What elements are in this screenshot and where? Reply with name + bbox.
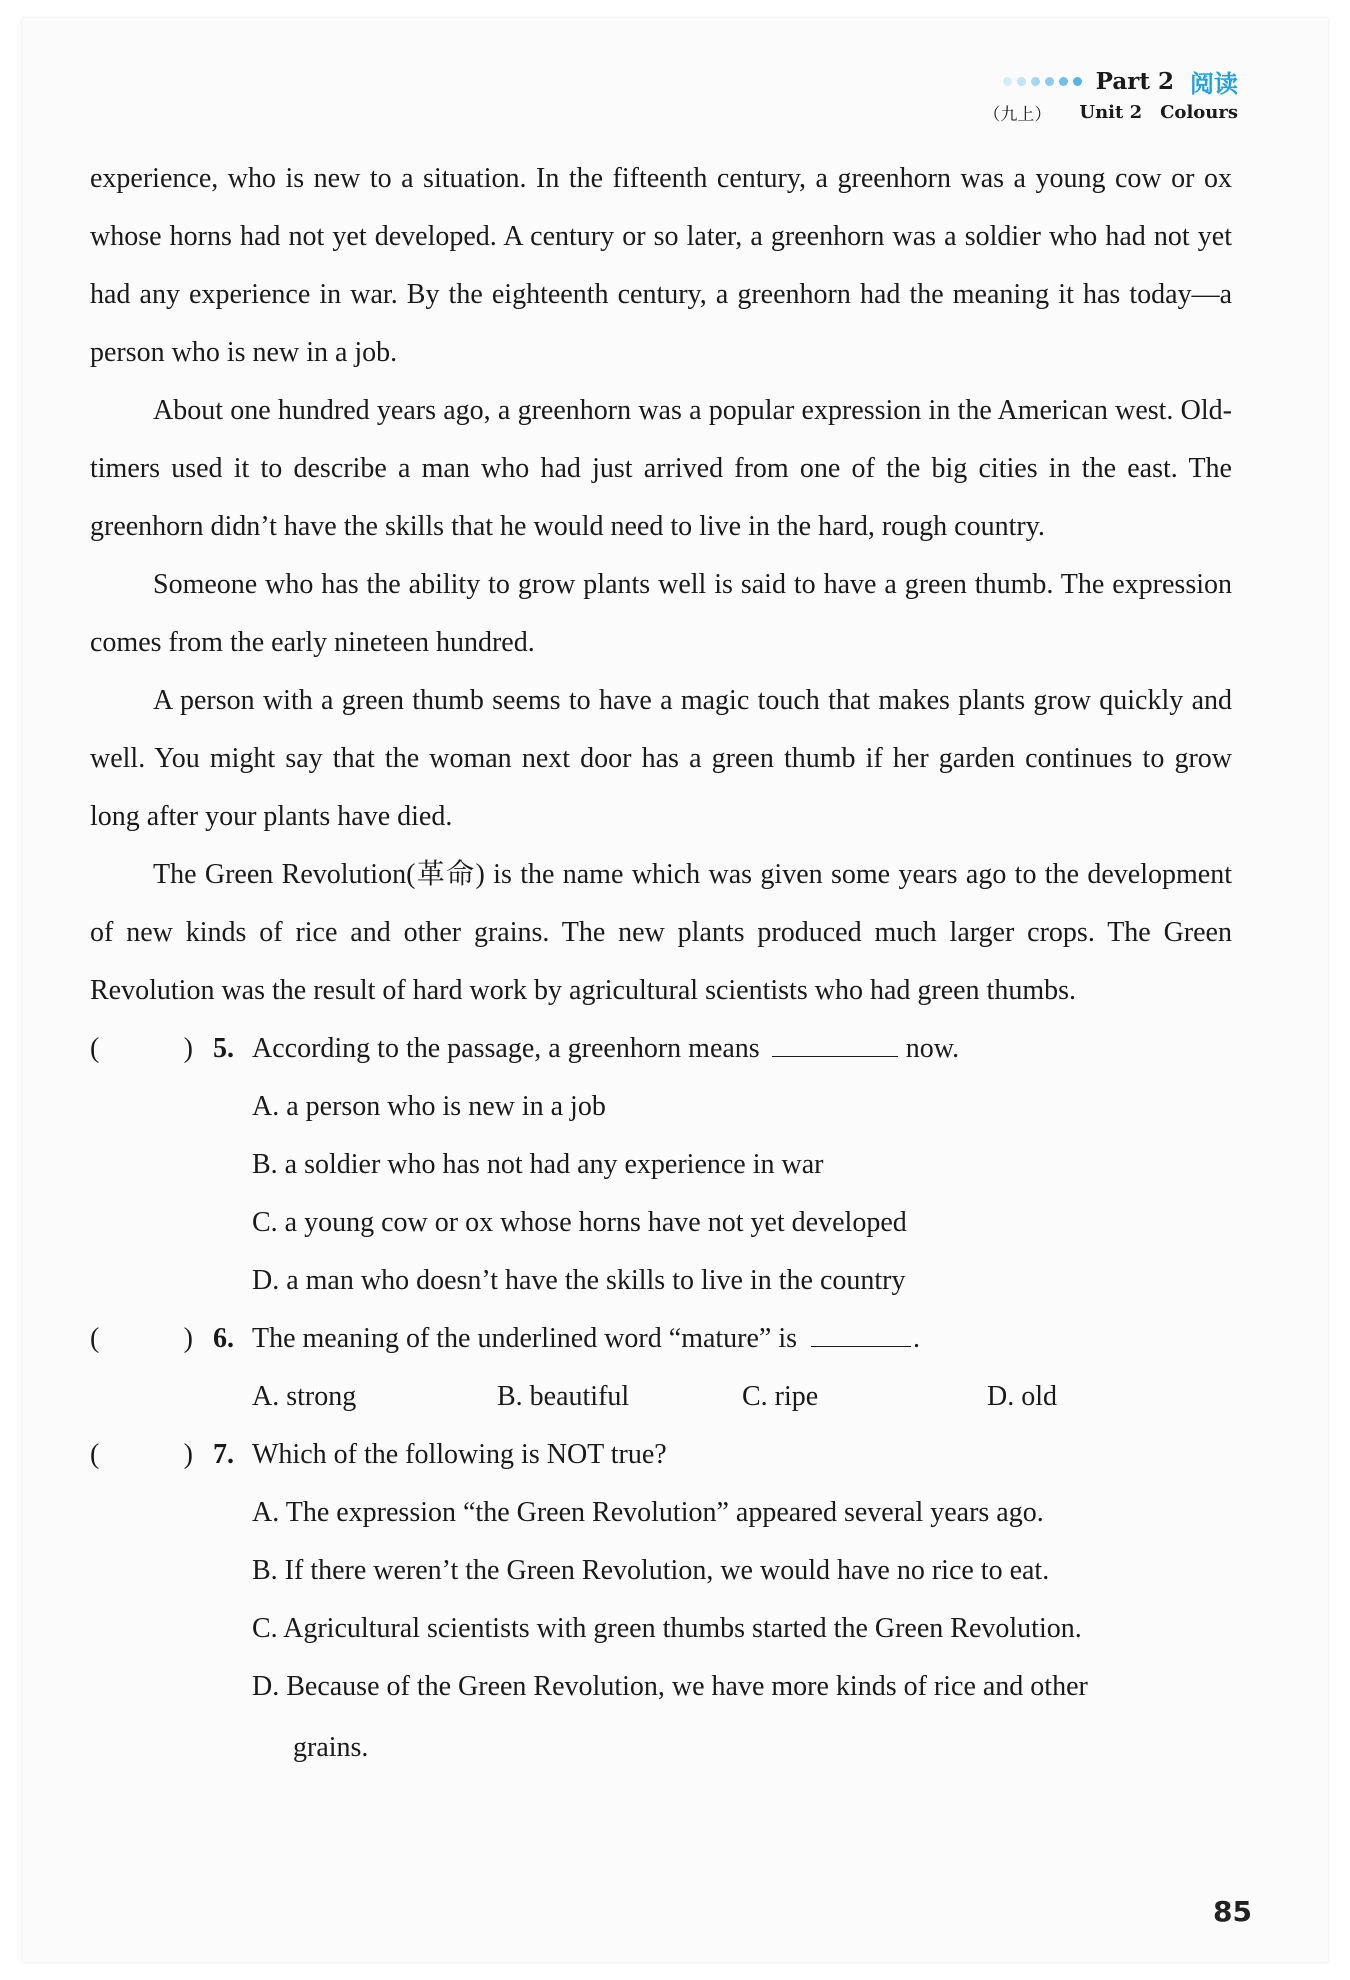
option-a: A. a person who is new in a job: [252, 1091, 606, 1122]
dot-icon: [1045, 77, 1054, 86]
passage-paragraph: The Green Revolution(革命) is the name which was given some years ago to the development of new kinds of rice and other grains. The new plants produced much larger crops. The Green Revolution was the result of hard work by agricultural scientists who had green thumbs.: [90, 859, 1232, 1006]
header-unit-line: [983, 100, 1238, 125]
answer-blank: [811, 1316, 911, 1347]
answer-bracket[interactable]: ( ): [90, 1439, 193, 1470]
part-label: Part 2: [1095, 67, 1174, 95]
passage-paragraph: About one hundred years ago, a greenhorn was a popular expression in the American west. Old-timers used it to describe a man who had just arrived from one of the big cities in the east. The greenhorn didn’t have the skills that he would need to live in the hard, rough country.: [90, 395, 1232, 542]
passage-paragraph: experience, who is new to a situation. In the fifteenth century, a greenhorn was a young cow or ox whose horns had not yet developed. A century or so later, a greenhorn was a soldier who had not yet had any experience in war. By the eighteenth century, a greenhorn had the meaning it has today—a person who is new in a job.: [90, 163, 1232, 368]
question-stem: Which of the following is NOT true?: [252, 1439, 667, 1470]
page-header: [983, 64, 1238, 125]
option-b: B. a soldier who has not had any experience in war: [252, 1149, 824, 1180]
question-6: [90, 1310, 1232, 1368]
option-b: B. If there weren’t the Green Revolution, we would have no rice to eat.: [252, 1555, 1050, 1586]
page-number: 85: [1213, 1895, 1252, 1928]
dot-icon: [1031, 77, 1040, 86]
answer-blank: [772, 1026, 898, 1057]
reading-content: [90, 150, 1232, 1780]
answer-bracket[interactable]: ( ): [90, 1033, 193, 1064]
question-stem: According to the passage, a greenhorn means now.: [252, 1020, 959, 1078]
unit-title: Colours: [1160, 102, 1238, 123]
dot-icon: [1073, 77, 1082, 86]
dot-icon: [1003, 77, 1012, 86]
option-b: B. beautiful: [497, 1381, 630, 1412]
question-7: [90, 1426, 1232, 1484]
option-c: C. Agricultural scientists with green thumbs started the Green Revolution.: [252, 1613, 1082, 1644]
option-c: C. ripe: [742, 1381, 819, 1412]
option-d: D. old: [987, 1381, 1057, 1412]
option-a: A. The expression “the Green Revolution” appeared several years ago.: [252, 1497, 1044, 1528]
question-number: 7.: [213, 1439, 234, 1470]
unit-label: Unit 2: [1079, 102, 1143, 123]
question-5: [90, 1020, 1232, 1078]
passage-paragraph: A person with a green thumb seems to have a magic touch that makes plants grow quickly and well. You might say that the woman next door has a green thumb if her garden continues to grow long after your plants have died.: [90, 685, 1232, 832]
question-number: 6.: [213, 1323, 234, 1354]
question-number: 5.: [213, 1033, 234, 1064]
decorative-dots: [1003, 77, 1082, 86]
option-a: A. strong: [252, 1381, 357, 1412]
passage-paragraph: Someone who has the ability to grow plants well is said to have a green thumb. The expression comes from the early nineteen hundred.: [90, 569, 1232, 658]
dot-icon: [1059, 77, 1068, 86]
option-d-continuation: grains.: [293, 1732, 369, 1763]
option-d: D. a man who doesn’t have the skills to live in the country: [252, 1265, 906, 1296]
option-c: C. a young cow or ox whose horns have not yet developed: [252, 1207, 907, 1238]
grade-label: （九上）: [983, 105, 1052, 125]
header-part-line: [983, 64, 1238, 98]
dot-icon: [1017, 77, 1026, 86]
options-row: [90, 1368, 1232, 1426]
question-stem: The meaning of the underlined word “mature” is .: [252, 1310, 920, 1368]
option-d: D. Because of the Green Revolution, we have more kinds of rice and other: [252, 1671, 1088, 1702]
answer-bracket[interactable]: ( ): [90, 1323, 193, 1354]
part-chinese-label: 阅读: [1190, 69, 1238, 98]
